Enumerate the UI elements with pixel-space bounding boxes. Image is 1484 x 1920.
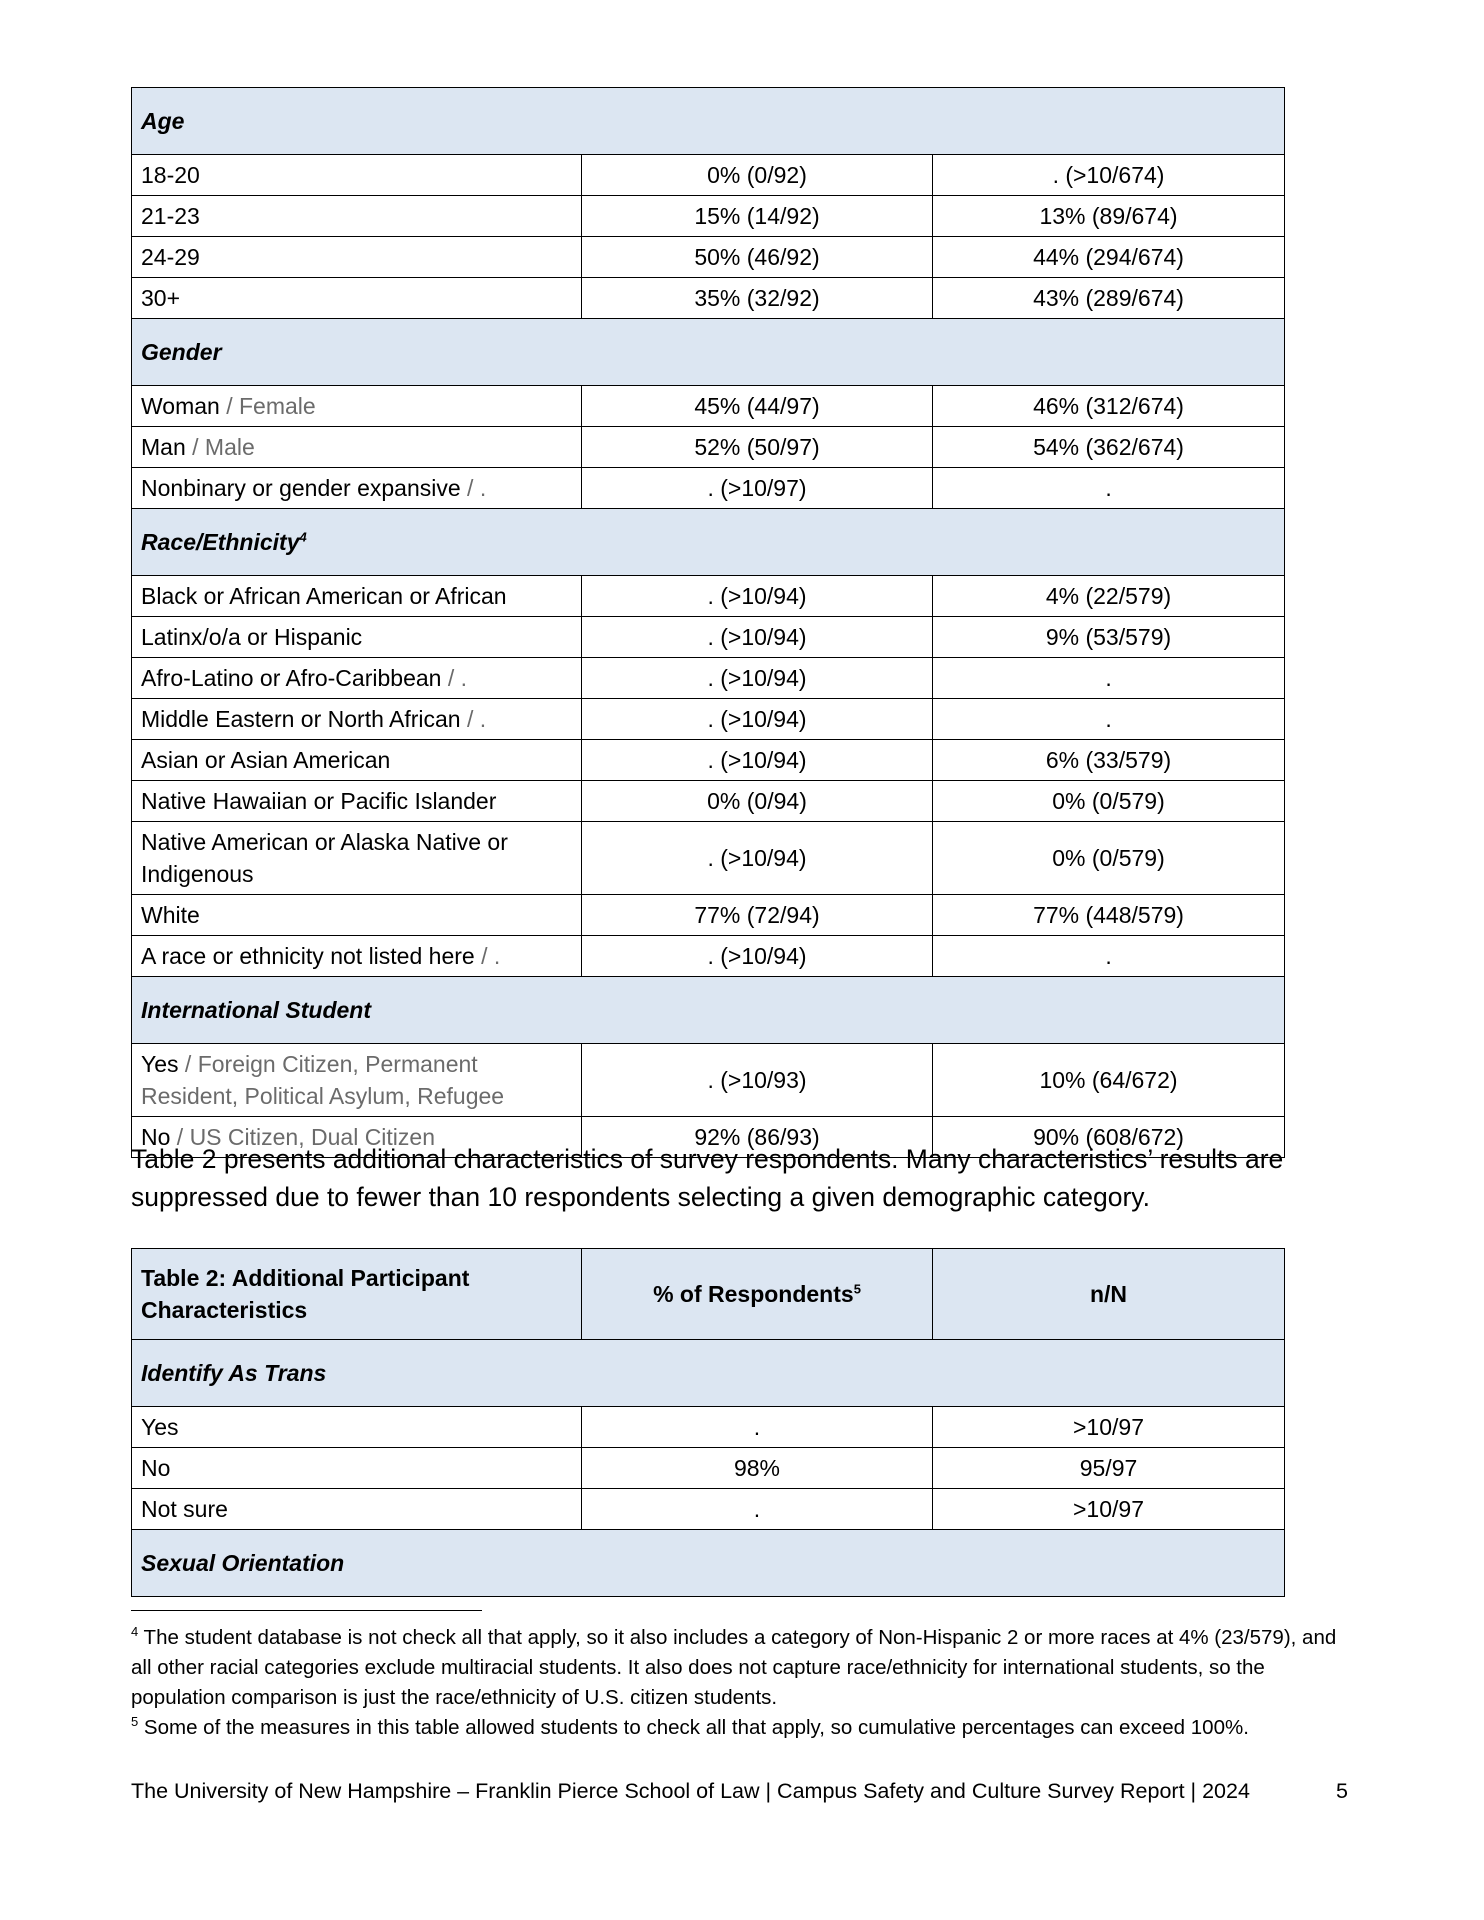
section-row — [132, 977, 1285, 1044]
table-row — [132, 196, 1285, 237]
table-row — [132, 468, 1285, 509]
table-row — [132, 427, 1285, 468]
table-row — [132, 617, 1285, 658]
column-header-percent — [582, 1249, 933, 1340]
respondent-value: 92% (86/93) — [582, 1117, 933, 1158]
section-row — [132, 1340, 1285, 1407]
label-primary: Yes — [141, 1051, 179, 1077]
label-alternate: / . — [474, 943, 501, 969]
table-row — [132, 576, 1285, 617]
page-footer — [131, 1776, 1361, 1806]
table-row — [132, 386, 1285, 427]
table-header-row — [132, 1249, 1285, 1340]
respondent-value: 45% (44/97) — [582, 386, 933, 427]
population-value: 0% (0/579) — [933, 781, 1285, 822]
table-row — [132, 699, 1285, 740]
row-label — [132, 468, 582, 509]
row-label — [132, 386, 582, 427]
population-value: 44% (294/674) — [933, 237, 1285, 278]
section-title: Identify As Trans — [132, 1340, 1285, 1407]
respondent-value: . (>10/94) — [582, 699, 933, 740]
respondent-value: 77% (72/94) — [582, 895, 933, 936]
row-label: Not sure — [132, 1489, 582, 1530]
respondent-percent: . — [582, 1407, 933, 1448]
section-title: Gender — [132, 319, 1285, 386]
label-alternate: / . — [460, 706, 487, 732]
respondent-value: . (>10/94) — [582, 936, 933, 977]
population-value: 77% (448/579) — [933, 895, 1285, 936]
population-value: . — [933, 936, 1285, 977]
section-title: Sexual Orientation — [132, 1530, 1285, 1597]
row-label: Black or African American or African — [132, 576, 582, 617]
section-title: International Student — [132, 977, 1285, 1044]
row-label: Asian or Asian American — [132, 740, 582, 781]
population-value: 90% (608/672) — [933, 1117, 1285, 1158]
table-row — [132, 1044, 1285, 1117]
population-value: 0% (0/579) — [933, 822, 1285, 895]
table-row — [132, 658, 1285, 699]
section-title: Age — [132, 88, 1285, 155]
table-row — [132, 822, 1285, 895]
label-alternate: / Foreign Citizen, Permanent Resident, Political Asylum, Refugee — [141, 1051, 505, 1109]
table-row — [132, 1448, 1285, 1489]
row-label: 24-29 — [132, 237, 582, 278]
label-primary: Nonbinary or gender expansive — [141, 475, 461, 501]
respondent-count: >10/97 — [933, 1489, 1285, 1530]
respondent-value: 0% (0/94) — [582, 781, 933, 822]
respondent-value: 35% (32/92) — [582, 278, 933, 319]
footnote-ref: 4 — [299, 529, 307, 545]
table-row — [132, 895, 1285, 936]
label-alternate: / US Citizen, Dual Citizen — [170, 1124, 435, 1150]
table-row — [132, 155, 1285, 196]
population-value: 54% (362/674) — [933, 427, 1285, 468]
row-label: 30+ — [132, 278, 582, 319]
population-value: 43% (289/674) — [933, 278, 1285, 319]
table-row — [132, 740, 1285, 781]
population-value: . (>10/674) — [933, 155, 1285, 196]
footer-text: The University of New Hampshire – Franklin Pierce School of Law | Campus Safety and Culture Survey Report | 2024 — [131, 1779, 1250, 1803]
respondent-value: . (>10/93) — [582, 1044, 933, 1117]
respondent-value: . (>10/94) — [582, 740, 933, 781]
label-alternate: / Female — [219, 393, 316, 419]
respondent-percent: . — [582, 1489, 933, 1530]
table-row — [132, 781, 1285, 822]
row-label — [132, 427, 582, 468]
page-number: 5 — [1336, 1779, 1348, 1803]
row-label: 21-23 — [132, 196, 582, 237]
population-value: 10% (64/672) — [933, 1044, 1285, 1117]
population-value: 46% (312/674) — [933, 386, 1285, 427]
column-header-text: % of Respondents — [653, 1281, 854, 1307]
population-value: . — [933, 699, 1285, 740]
row-label: No — [132, 1448, 582, 1489]
table-row — [132, 1489, 1285, 1530]
table-row — [132, 936, 1285, 977]
footnote-text: The student database is not check all that apply, so it also includes a category of Non-Hispanic 2 or more races at 4% (23/579), and all other racial categories exclude multiracial students. It also does not capture race/ethnicity for international students, so the population comparison is just the race/ethnicity of U.S. citizen students. — [131, 1626, 1337, 1709]
population-value: 9% (53/579) — [933, 617, 1285, 658]
table-row — [132, 1407, 1285, 1448]
footnote-ref: 5 — [853, 1281, 861, 1297]
row-label: White — [132, 895, 582, 936]
section-row — [132, 1530, 1285, 1597]
row-label: Latinx/o/a or Hispanic — [132, 617, 582, 658]
population-value: . — [933, 658, 1285, 699]
section-title-text: Race/Ethnicity — [141, 529, 300, 555]
label-primary: Middle Eastern or North African — [141, 706, 461, 732]
population-value: 13% (89/674) — [933, 196, 1285, 237]
table-title: Table 2: Additional Participant Characteristics — [132, 1249, 582, 1340]
respondent-value: 50% (46/92) — [582, 237, 933, 278]
footnote-mark: 5 — [131, 1714, 139, 1730]
population-value: 6% (33/579) — [933, 740, 1285, 781]
section-row — [132, 509, 1285, 576]
row-label — [132, 936, 582, 977]
footnote — [131, 1713, 1361, 1743]
footnote — [131, 1623, 1361, 1713]
row-label: Native American or Alaska Native or Indigenous — [132, 822, 582, 895]
label-alternate: / . — [460, 475, 487, 501]
section-row — [132, 88, 1285, 155]
table-row — [132, 237, 1285, 278]
label-primary: Man — [141, 434, 186, 460]
column-header-count: n/N — [933, 1249, 1285, 1340]
footnote-text: Some of the measures in this table allowed students to check all that apply, so cumulative percentages can exceed 100%. — [138, 1716, 1249, 1739]
section-row — [132, 319, 1285, 386]
additional-characteristics-table — [131, 1248, 1285, 1597]
demographics-table — [131, 87, 1285, 1158]
footnote-mark: 4 — [131, 1624, 139, 1640]
row-label — [132, 658, 582, 699]
respondent-value: . (>10/94) — [582, 576, 933, 617]
population-value: . — [933, 468, 1285, 509]
footnotes — [131, 1623, 1361, 1743]
row-label: Yes — [132, 1407, 582, 1448]
respondent-count: >10/97 — [933, 1407, 1285, 1448]
respondent-value: . (>10/94) — [582, 617, 933, 658]
row-label: Native Hawaiian or Pacific Islander — [132, 781, 582, 822]
label-primary: Woman — [141, 393, 220, 419]
row-label — [132, 1044, 582, 1117]
label-alternate: / . — [441, 665, 467, 691]
label-alternate: / Male — [185, 434, 255, 460]
footnote-divider — [131, 1610, 482, 1611]
table-row — [132, 278, 1285, 319]
label-primary: No — [141, 1124, 171, 1150]
respondent-value: 15% (14/92) — [582, 196, 933, 237]
row-label — [132, 699, 582, 740]
label-primary: Afro-Latino or Afro-Caribbean — [141, 665, 442, 691]
respondent-value: 52% (50/97) — [582, 427, 933, 468]
respondent-value: 0% (0/92) — [582, 155, 933, 196]
label-primary: A race or ethnicity not listed here — [141, 943, 475, 969]
body-paragraph: Table 2 presents additional characteristics of survey respondents. Many characteristics’ results are suppressed due to fewer than 10 respondents selecting a given demographic category. — [131, 1144, 1284, 1212]
respondent-percent: 98% — [582, 1448, 933, 1489]
row-label: 18-20 — [132, 155, 582, 196]
respondent-value: . (>10/94) — [582, 822, 933, 895]
respondent-count: 95/97 — [933, 1448, 1285, 1489]
respondent-value: . (>10/94) — [582, 658, 933, 699]
respondent-value: . (>10/97) — [582, 468, 933, 509]
population-value: 4% (22/579) — [933, 576, 1285, 617]
section-title — [132, 509, 1285, 576]
